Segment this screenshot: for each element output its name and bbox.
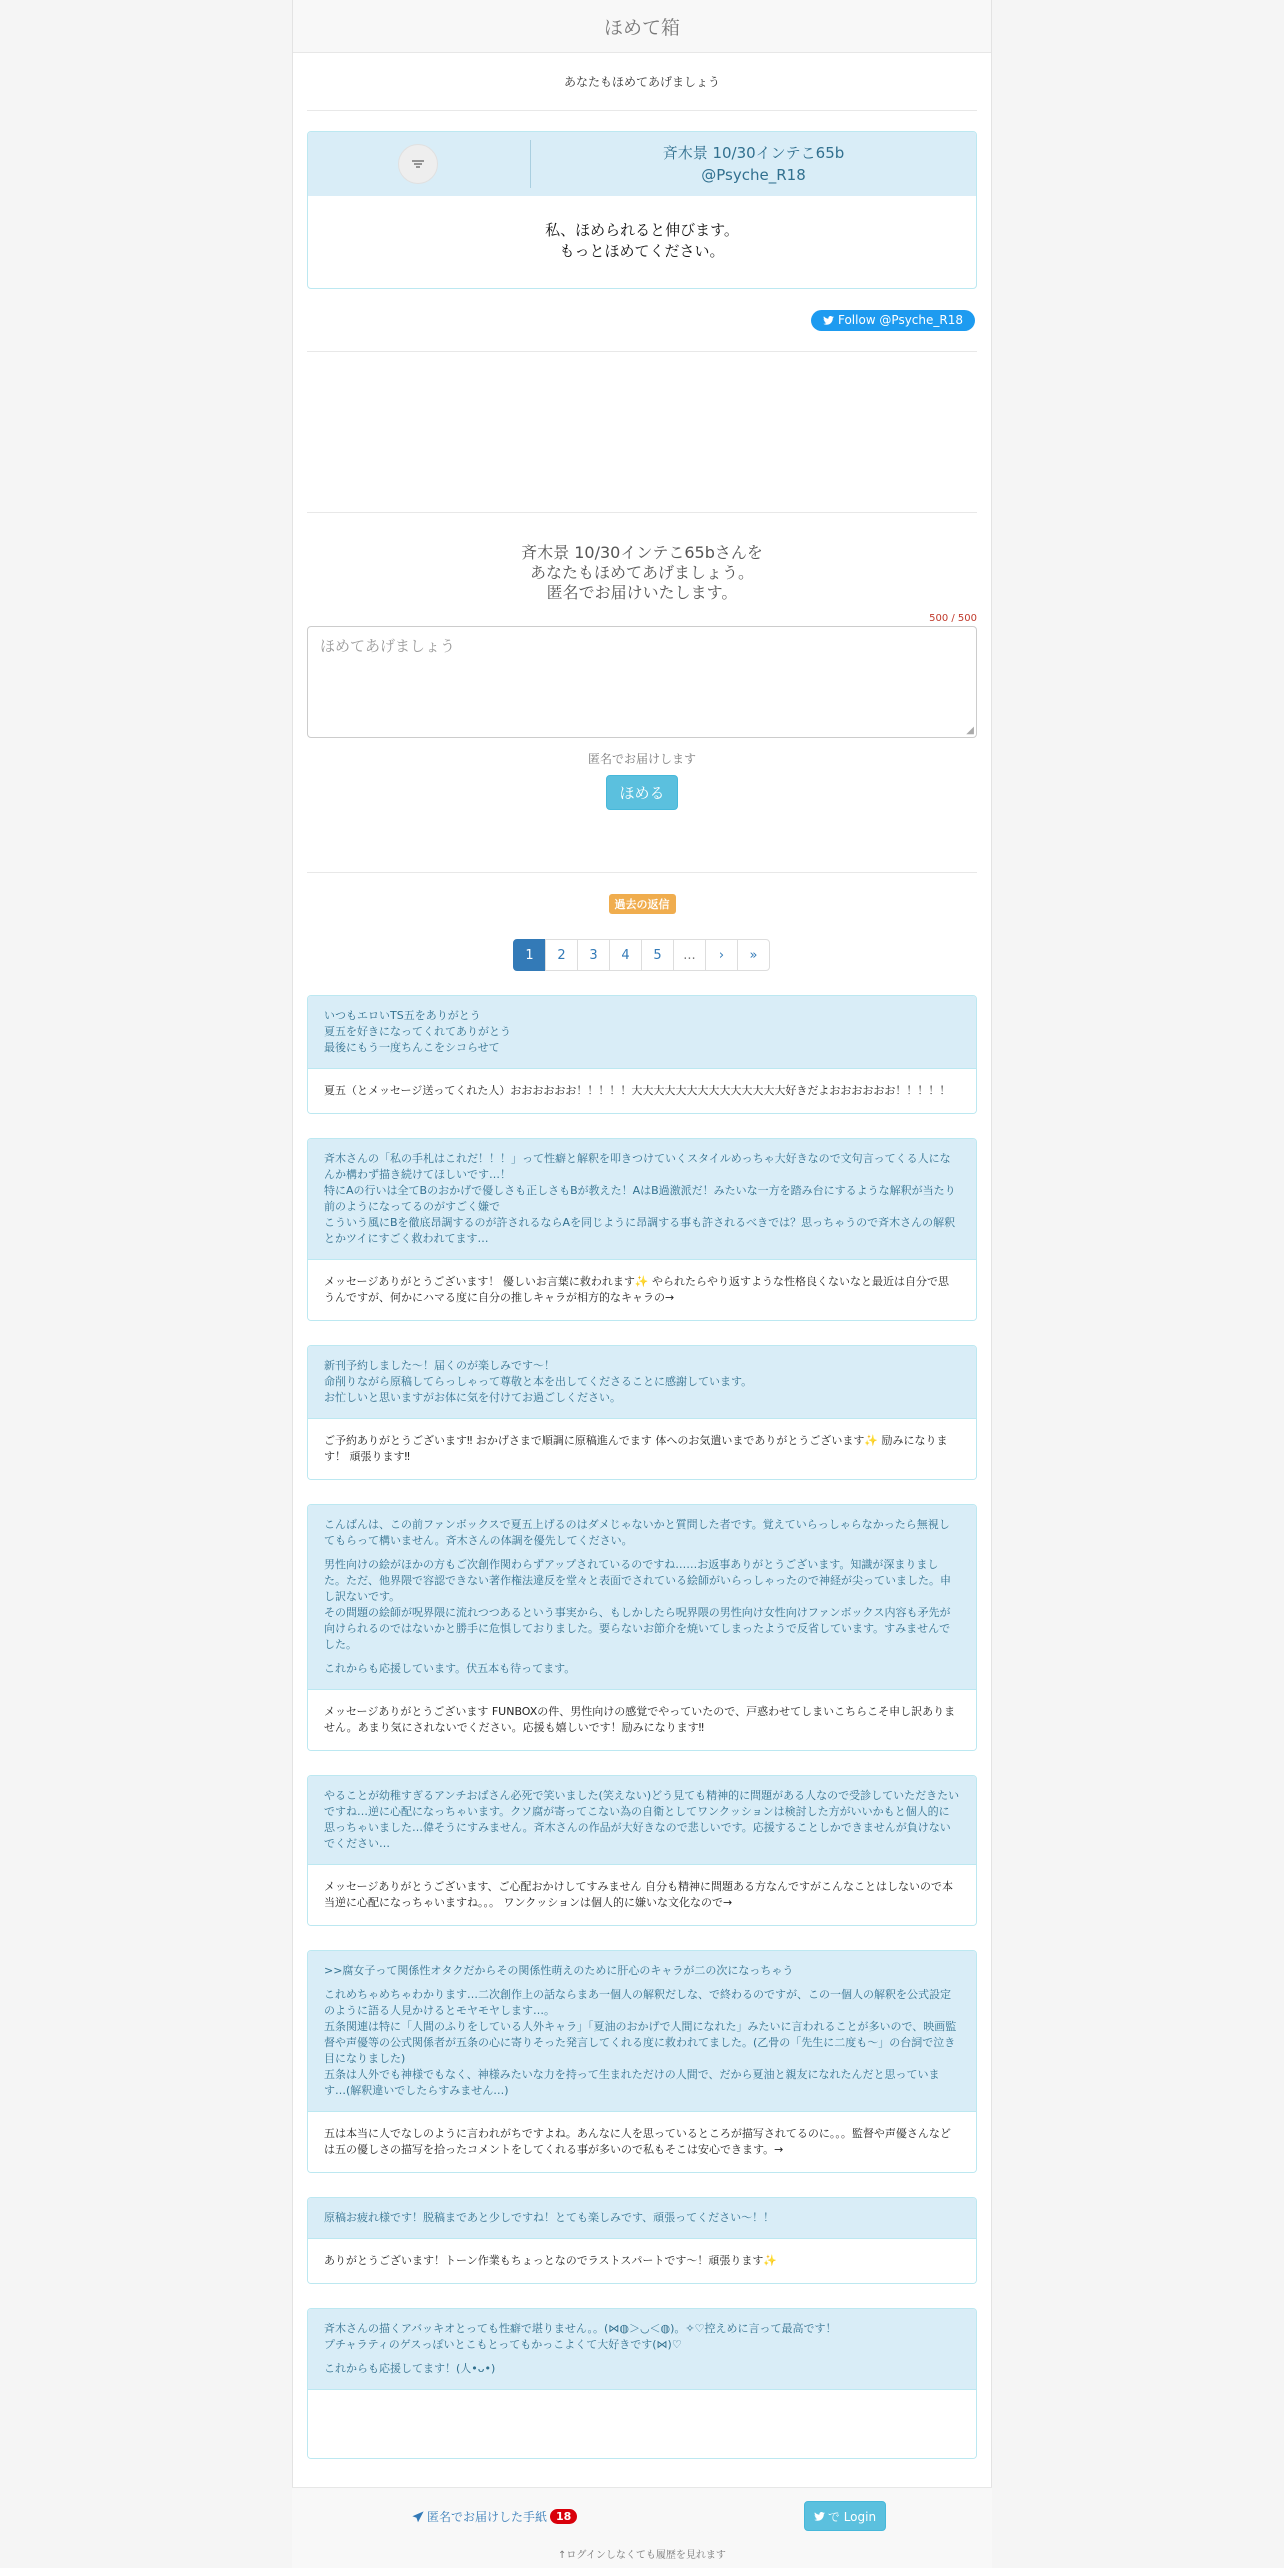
sent-letters-link[interactable] — [412, 2508, 577, 2525]
message-question — [308, 996, 976, 1068]
app-title[interactable]: ほめて箱 — [603, 16, 680, 39]
follow-wrap — [293, 309, 975, 331]
submit-wrap — [293, 775, 991, 810]
message-answer: メッセージありがとうございます FUNBOXの件、男性向けの感覚でやっていたので、戸惑わせてしまいこちらこそ申し訳ありません。あまり気にされないでください。応援も嬉しいです！励みになります‼ — [308, 1689, 976, 1750]
question-text: こんばんは、この前ファンボックスで夏五上げるのはダメじゃないかと質問した者です。覚えていらっしゃらなかったら無視してもらって構いません。斉木さんの体調を優先してください。 — [324, 1518, 950, 1547]
message-card — [307, 1138, 977, 1321]
page-subtitle: あなたもほめてあげましょう — [563, 75, 720, 89]
message-list — [293, 995, 991, 2459]
ad-space — [293, 352, 991, 512]
praise-textarea[interactable] — [307, 626, 977, 738]
praise-heading — [293, 543, 991, 603]
question-text: これからも応援しています。伏五本も待ってます。 — [324, 1662, 576, 1675]
praise-submit-button[interactable]: ほめる — [606, 775, 677, 810]
past-replies-label: 過去の返信 — [609, 894, 676, 914]
page-link-4[interactable]: 4 — [609, 939, 642, 971]
pagination — [293, 939, 991, 971]
twitter-login-button[interactable] — [804, 2501, 886, 2531]
page-container — [292, 0, 992, 2568]
praise-line: あなたもほめてあげましょう。 — [529, 563, 754, 582]
message-card — [307, 995, 977, 1114]
divider — [307, 110, 977, 111]
profile-name: 斉木景 10/30インテこ65b — [662, 144, 845, 162]
twitter-bird-icon — [823, 316, 834, 325]
follow-label: Follow @Psyche_R18 — [837, 313, 963, 327]
profile-bio — [308, 196, 976, 288]
message-card — [307, 1775, 977, 1926]
twitter-follow-button[interactable] — [811, 310, 975, 331]
profile-card — [307, 131, 977, 289]
page-link-3[interactable]: 3 — [577, 939, 610, 971]
message-answer: 五は本当に人でなしのように言われがちですよね。あんなに人を思っているところが描写されてるのに。。。監督や声優さんなどは五の優しさの描写を拾ったコメントをしてくれる事が多いので私もそこは安心できます。→ — [308, 2111, 976, 2172]
textarea-placeholder: ほめてあげましょう — [320, 637, 456, 655]
login-label: で Login — [827, 2509, 877, 2524]
message-answer — [308, 2389, 976, 2458]
profile-header — [308, 132, 976, 196]
profile-handle[interactable]: @Psyche_R18 — [701, 166, 806, 184]
message-question — [308, 2198, 976, 2238]
question-text: これからも応援してます！(人•ᴗ•) — [324, 2362, 496, 2375]
message-answer: ありがとうございます！トーン作業もちょっとなのでラストスパートです〜！頑張ります✨ — [308, 2238, 976, 2283]
anonymous-note: 匿名でお届けします — [587, 752, 696, 766]
avatar[interactable] — [398, 144, 438, 184]
message-card — [307, 1345, 977, 1480]
message-question — [308, 1346, 976, 1418]
message-card — [307, 1504, 977, 1751]
paper-plane-icon — [412, 2511, 424, 2523]
question-text: やることが幼稚すぎるアンチおばさん必死で笑いました(笑えない)どう見ても精神的に問題がある人なので受診していただきたいですね…逆に心配になっちゃいます。クソ腐が寄ってこない為の自衛としてワンクッションは検討した方がいいかもと個人的に思っちゃいました…偉そうにすみません。斉木さんの作品が大好きなので悲しいです。応援することしかできませんが負けないでください… — [324, 1789, 960, 1850]
char-counter: 500 / 500 — [929, 613, 977, 624]
question-text: 斉木さんの描くアバッキオとっても性癖で堪りません。。(⋈◍＞◡＜◍)。✧♡控えめに言って最高です！ プチャラティのゲスっぽいとこもとってもかっこよくて大好きです(⋈)♡ — [324, 2322, 837, 2351]
resize-grip-icon[interactable]: ◢ — [966, 725, 974, 736]
navbar — [293, 0, 991, 53]
question-text: 斉木さんの「私の手札はこれだ！！！」って性癖と解釈を叩きつけていくスタイルめっちゃ大好きなので文句言ってくる人になんか構わず描き続けてほしいです…！ 特にAの行いは全てBのおかげで優しさも正しさもBが教えた！AはB過激派だ！みたいな一方を踏み台にするような解釈が当たり前のようになってるのがすごく嫌で こういう風にBを徹底昂調するのが許されるならAを同じように昂調する事も許されるべきでは？思っちゃうので斉木さんの解釈とかツイにすごく救われてます… — [324, 1152, 956, 1245]
message-question — [308, 2309, 976, 2389]
past-label-wrap — [293, 893, 991, 914]
message-question — [308, 1951, 976, 2111]
divider — [307, 872, 977, 873]
page-link-1[interactable]: 1 — [513, 939, 546, 971]
praise-line: 匿名でお届けいたします。 — [546, 583, 738, 602]
question-text: 男性向けの絵がほかの方もご次創作関わらずアップされているのですね……お返事ありがとうございます。知識が深まりました。ただ、他界隈で容認できない著作権法違反を堂々と表面でされている絵師がいらっしゃったので神経が尖っていました。申し訳ないです。 その問題の絵師が呪界隈に流れつつあるという事実から、もしかしたら呪界隈の男性向け女性向けファンボックス内容も矛先が向けられるのではないかと勝手に危惧しておりました。要らないお節介を焼いてしまったようで反省しています。すみませんでした。 — [324, 1558, 951, 1651]
profile-name-block — [531, 142, 976, 186]
twitter-bird-icon — [814, 2512, 825, 2521]
question-text: これめちゃめちゃわかります…二次創作上の話ならまあ一個人の解釈だしな、で終わるのですが、この一個人の解釈を公式設定のように語る人見かけるとモヤモヤします…。 五条関連は特に「人間のふりをしている人外キャラ」「夏油のおかげで人間になれた」みたいに言われることが多いので、映画監督や声優等の公式関係者が五条の心に寄りそった発言してくれる度に救われてました。(乙骨の「先生に二度も～」の台詞で泣き目になりました) 五条は人外でも神様でもなく、神様みたいな力を持って生まれただけの人間で、だから夏油と親友になれたんだと思っています…(解釈違いでしたらすみません…) — [324, 1988, 957, 2097]
divider — [307, 512, 977, 513]
message-card — [307, 2308, 977, 2459]
message-question — [308, 1139, 976, 1259]
bio-line: 私、ほめられると伸びます。 — [545, 221, 739, 239]
message-card — [307, 1950, 977, 2173]
sent-count-badge: 18 — [550, 2509, 577, 2524]
message-answer: メッセージありがとうございます、ご心配おかけしてすみません 自分も精神に問題ある方なんですがこんなことはしないので本当逆に心配になっちゃいますね。。。 ワンクッションは個人的に嫌いな文化なので→ — [308, 1864, 976, 1925]
question-text: 原稿お疲れ様です！脱稿まであと少しですね！とても楽しみです、頑張ってください〜！！ — [324, 2211, 775, 2224]
login-note: ↑ログインしなくても履歴を見れます — [558, 2550, 726, 2561]
message-answer: ご予約ありがとうございます‼ おかげさまで順調に原稿進んでます 体へのお気遣いまでありがとうございます✨ 励みになります！ 頑張ります‼ — [308, 1418, 976, 1479]
question-text: 新刊予約しました〜！届くのが楽しみです〜！ 命削りながら原稿してらっしゃって尊敬と本を出してくださることに感謝しています。 お忙しいと思いますがお体に気を付けてお過ごしください。 — [324, 1359, 753, 1404]
filter-lines-icon — [411, 158, 425, 170]
message-question — [308, 1505, 976, 1689]
sent-letters-label: 匿名でお届けした手紙 — [427, 2510, 548, 2524]
message-card — [307, 2197, 977, 2284]
page-link-2[interactable]: 2 — [545, 939, 578, 971]
page-ellipsis: ... — [673, 939, 706, 971]
question-text: いつもエロいTS五をありがとう 夏五を好きになってくれてありがとう 最後にもう一度ちんこをシコらせて — [324, 1009, 511, 1054]
question-text: >>腐女子って関係性オタクだからその関係性萌えのために肝心のキャラが二の次になっちゃう — [324, 1964, 794, 1977]
message-question — [308, 1776, 976, 1864]
message-answer: メッセージありがとうございます！ 優しいお言葉に救われます✨ やられたらやり返すような性格良くないなと最近は自分で思うんですが、何かにハマる度に自分の推しキャラが相方的なキャラの→ — [308, 1259, 976, 1320]
page-next[interactable]: › — [705, 939, 738, 971]
message-answer: 夏五（とメッセージ送ってくれた人）おおおおおお！！！！！大大大大大大大大大大大大大大好きだよおおおおおお！！！！！ — [308, 1068, 976, 1113]
bottom-navbar — [292, 2487, 992, 2568]
page-last[interactable]: » — [737, 939, 770, 971]
praise-line: 斉木景 10/30インテこ65bさんを — [521, 543, 763, 562]
page-link-5[interactable]: 5 — [641, 939, 674, 971]
bio-line: もっとほめてください。 — [559, 242, 725, 260]
